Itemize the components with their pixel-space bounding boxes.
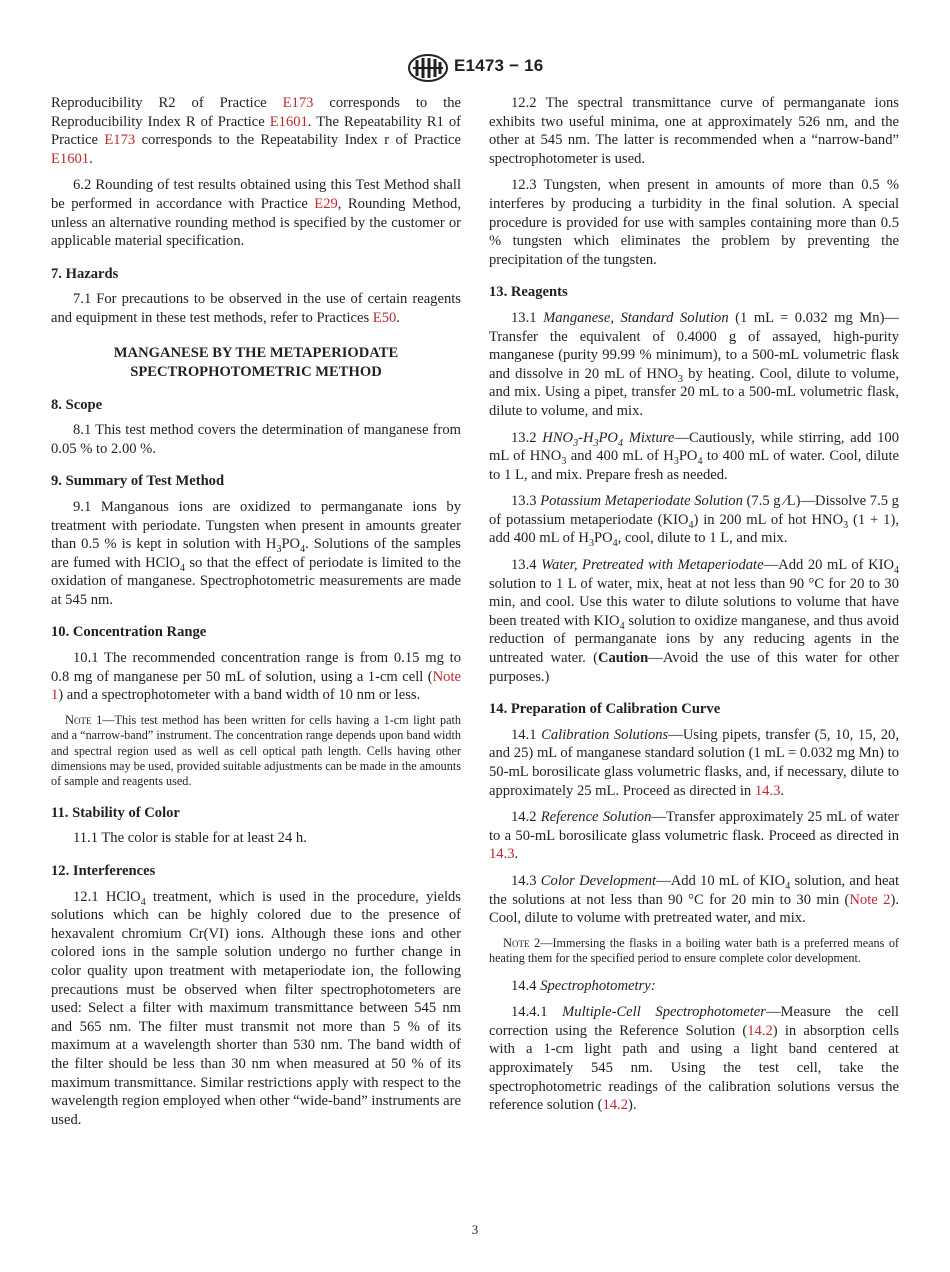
section-heading-hazards: 7. Hazards xyxy=(51,265,119,282)
section-heading-concentration-range: 10. Concentration Range xyxy=(51,624,207,641)
paragraph-6-2: 6.2 Rounding of test results obtained using this Test Method shall be performed in accordance with Practice E29, Rounding Method, unless an alternative rounding method is specified by the customer or applicable material specification. xyxy=(51,177,461,250)
paragraph-12-3: 12.3 Tungsten, when present in amounts of more than 0.5 % interferes by producing a turbidity in the final solution. A special procedure is provided for use with samples containing more than 0.5 % tungsten which eliminates the problem by preventing the precipitation of the tungsten. xyxy=(489,177,899,268)
link-e1601[interactable]: E1601 xyxy=(51,150,90,167)
link-e29[interactable]: E29 xyxy=(314,195,338,212)
section-heading-calibration: 14. Preparation of Calibration Curve xyxy=(489,701,721,718)
paragraph-7-1: 7.1 For precautions to be observed in the use of certain reagents and equipment in these test methods, refer to Practices E50. xyxy=(51,291,461,326)
link-note-2[interactable]: Note 2 xyxy=(849,891,891,908)
paragraph-14-3: 14.3 Color Development—Add 10 mL of $KIO_4$ solution, and heat the solutions at not less than 90 °C for 20 min to 30 min (Note 2). Cool, dilute to volume with pretreated water, and mix. xyxy=(489,872,900,927)
paragraph-reproducibility: Reproducibility R2 of Practice E173 corresponds to the Reproducibility Index R of Practice E1601. The Repeatability R1 of Practice E173 corresponds to the Repeatability Index r of Practice E1601. xyxy=(51,95,461,167)
link-e173[interactable]: E173 xyxy=(282,95,314,111)
paragraph-13-2: 13.2 $HNO_3-H_3PO_4$ Mixture—Cautiously, while stirring, add 100 mL of $HNO_3$ and 400 mL of $H_3PO_4$ to 400 mL of water. Cool, dilute to 1 L, and mix. Prepare fresh as needed. xyxy=(489,429,900,483)
section-heading-scope: 8. Scope xyxy=(51,396,103,413)
link-14-2[interactable]: 14.2 xyxy=(747,1022,773,1039)
paragraph-14-2: 14.2 Reference Solution—Transfer approximately 25 mL of water to a 50-mL borosilicate glass volumetric flask. Proceed as directed in 14.3. xyxy=(489,809,899,863)
note-2: Note 2—Immersing the flasks in a boiling water bath is a preferred means of heating them for the specified period to ensure complete color development. xyxy=(489,935,899,966)
link-14-3[interactable]: 14.3 xyxy=(754,782,781,799)
section-heading-stability: 11. Stability of Color xyxy=(51,804,180,821)
left-column xyxy=(51,94,461,1137)
section-heading-interferences: 12. Interferences xyxy=(51,863,156,880)
paragraph-13-3: 13.3 Potassium Metaperiodate Solution (7.5 g ⁄L)—Dissolve 7.5 g of potassium metaperiodate $(KIO_4)$ in 200 mL of hot $HNO_3$ (1 + 1), add 400 mL of $H_3PO_4$, cool, dilute to 1 L, and mix. xyxy=(489,493,899,550)
link-e173[interactable]: E173 xyxy=(104,132,136,149)
document-designation: E1473 − 16 xyxy=(454,56,544,75)
link-14-2[interactable]: 14.2 xyxy=(602,1097,628,1114)
paragraph-10-1: 10.1 The recommended concentration range is from 0.15 mg to 0.8 mg of manganese per 50 mL of solution, using a 1-cm cell (Note 1) and a spectrophotometer with a band width of 10 nm or less. xyxy=(51,650,461,704)
paragraph-13-4: 13.4 Water, Pretreated with Metaperiodate—Add 20 mL of $KIO_4$ solution to 1 L of water, mix, heat at not less than 90 °C for 20 to 30 min, and cool. Use this water to dilute solutions to volume that have been treated with $KIO_4$ solution to oxidize manganese, and thus avoid reduction of permanganate ions by any reducing agents in the untreated water. (Caution—Avoid the use of this water for other purposes.) xyxy=(489,557,900,685)
page-header xyxy=(0,52,950,84)
paragraph-14-4: 14.4 Spectrophotometry: xyxy=(511,977,656,994)
link-14-3[interactable]: 14.3 xyxy=(489,846,515,863)
paragraph-13-1: 13.1 Manganese, Standard Solution (1 mL = 0.032 mg Mn)—Transfer the equivalent of 0.4000 g of assayed, high-purity manganese (purity 99.99 % minimum), to a 500-mL volumetric flask and dissolve in 20 mL of $HNO_3$ by heating. Cool, dilute to volume, and mix. Using a pipet, transfer 20 mL to a 500-mL volumetric flask, dilute to volume, and mix. xyxy=(489,309,900,419)
link-note-1[interactable]: Note 1 xyxy=(51,668,461,704)
method-title: MANGANESE BY THE METAPERIODATE SPECTROPHOTOMETRIC METHOD xyxy=(113,344,399,380)
section-heading-summary: 9. Summary of Test Method xyxy=(51,473,225,490)
paragraph-14-4-1: 14.4.1 Multiple-Cell Spectrophotometer—Measure the cell correction using the Reference Solution (14.2) in absorption cells with a 1-cm light path and using a light band centered at approximately 545 nm. Using the test cell, take the spectrophotometric readings of the calibration solutions versus the reference solution (14.2). xyxy=(489,1004,899,1114)
link-e1601[interactable]: E1601 xyxy=(269,113,308,130)
paragraph-12-1: 12.1 HClO$_4$ treatment, which is used in the procedure, yields solutions which can be highly colored due to the presence of hexavalent chromium Cr(VI) ions. Although these ions and other colored ions in the sample solution undergo no further change in color quality upon treatment with metaperiodate ion, the following precautions must be observed when filter spectrophotometers are used: Select a filter with maximum transmittance between 545 nm and 565 nm. The filter must transmit not more than 5 % of its maximum at a wavelength shorter than 530 nm. The band width of the filter should be less than 30 nm when measured at 50 % of its maximum transmittance. Similar restrictions apply with respect to the wavelength region employed when other “wide-band” instruments are used. xyxy=(51,888,461,1128)
paragraph-9-1: 9.1 Manganous ions are oxidized to permanganate ions by treatment with periodate. Tungsten when present in amounts greater than 0.5 % is kept in solution with $H_3PO_4$. Solutions of the samples are fumed with HClO$_4$ so that the effect of periodate is limited to the oxidation of manganese. Spectrophotometric measurements are made at 545 nm. xyxy=(51,498,462,608)
note-1: Note 1—This test method has been written for cells having a 1-cm light path and a “narrow-band” instrument. The concentration range depends upon band width and spectral region used as well as cell optical path length. Cells having other dimensions may be used, provided suitable adjustments can be made in the amounts of sample and reagents used. xyxy=(51,712,461,789)
right-column xyxy=(489,94,899,1123)
paragraph-14-1: 14.1 Calibration Solutions—Using pipets, transfer (5, 10, 15, 20, and 25) mL of manganese standard solution (1 mL = 0.032 mg Mn) to 50-mL borosilicate glass volumetric flasks, and, if necessary, dilute to approximately 25 mL. Proceed as directed in 14.3. xyxy=(489,726,899,799)
paragraph-12-2: 12.2 The spectral transmittance curve of permanganate ions exhibits two useful minima, one at approximately 526 nm, and the other at 545 nm. The latter is recommended when a “narrow-band” spectrophotometer is used. xyxy=(489,95,899,167)
astm-logo-icon xyxy=(408,54,448,82)
link-e50[interactable]: E50 xyxy=(372,309,397,326)
page-number: 3 xyxy=(471,1222,479,1237)
paragraph-11-1: 11.1 The color is stable for at least 24 h. xyxy=(73,830,307,847)
paragraph-8-1: 8.1 This test method covers the determination of manganese from 0.05 % to 2.00 %. xyxy=(51,422,461,457)
section-heading-reagents: 13. Reagents xyxy=(489,284,568,301)
